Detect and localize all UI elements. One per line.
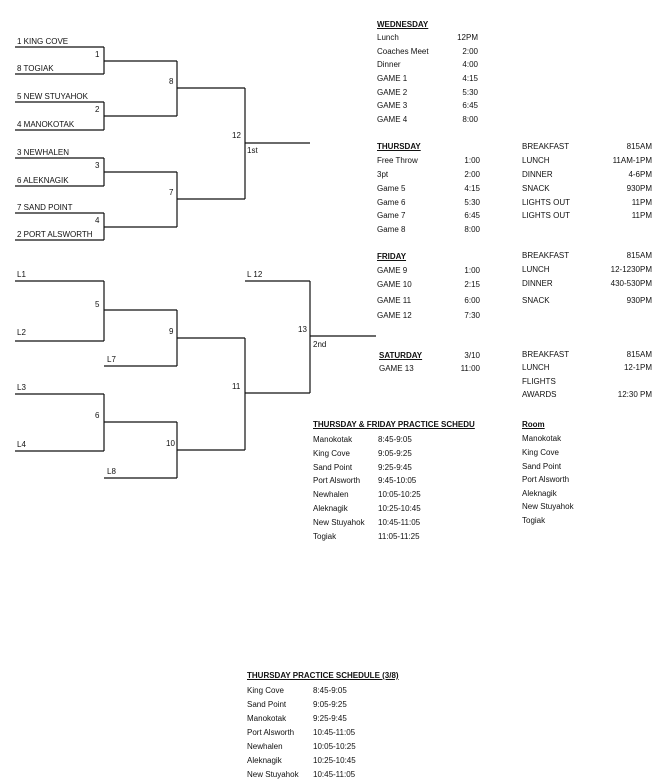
schedule-time: 6:45 [464, 211, 480, 220]
loser-slot: L2 [17, 328, 26, 337]
schedule-time: 1:00 [464, 266, 480, 275]
practice-team: Newhalen [247, 742, 283, 751]
schedule-event: GAME 3 [377, 101, 408, 110]
game-number: 5 [95, 300, 100, 309]
practice-team: Manokotak [313, 435, 353, 444]
game-number: 7 [169, 188, 174, 197]
room-item: Aleknagik [522, 489, 557, 498]
meal-event: FLIGHTS [522, 377, 556, 386]
game-number: 13 [298, 325, 307, 334]
saturday-date: 3/10 [464, 351, 480, 360]
game-number: 8 [169, 77, 174, 86]
meal-event: BREAKFAST [522, 350, 570, 359]
practice-time: 9:45-10:05 [378, 476, 417, 485]
room-item: Togiak [522, 516, 546, 525]
game-number: 2 [95, 105, 100, 114]
practice-team: New Stuyahok [247, 770, 299, 779]
schedule-event: Game 5 [377, 184, 406, 193]
team-name: 4 MANOKOTAK [17, 120, 75, 129]
room-item: Manokotak [522, 434, 562, 443]
practice-team: Port Alsworth [247, 728, 295, 737]
game-number: 1 [95, 50, 100, 59]
schedule-time: 4:15 [464, 184, 480, 193]
schedule-event: GAME 4 [377, 115, 408, 124]
room-item: New Stuyahok [522, 502, 574, 511]
meal-event: LUNCH [522, 156, 550, 165]
schedule-time: 2:00 [462, 47, 478, 56]
meal-time: 930PM [626, 184, 652, 193]
schedule-event: GAME 9 [377, 266, 408, 275]
team-name: 2 PORT ALSWORTH [17, 230, 93, 239]
practice-time: 10:45-11:05 [313, 770, 356, 779]
schedule-time: 5:30 [464, 198, 480, 207]
team-name: 6 ALEKNAGIK [17, 176, 69, 185]
practice-team: New Stuyahok [313, 518, 365, 527]
practice-team: Aleknagik [247, 756, 282, 765]
practice-time: 8:45-9:05 [313, 686, 347, 695]
meal-time: 815AM [626, 251, 652, 260]
practice-time: 10:05-10:25 [378, 490, 421, 499]
loser-slot: L 12 [247, 270, 263, 279]
loser-slot: L7 [107, 355, 116, 364]
first-place-label: 1st [247, 146, 258, 155]
loser-slot: L8 [107, 467, 116, 476]
second-place-label: 2nd [313, 340, 327, 349]
schedule-event: Lunch [377, 33, 399, 42]
schedule-event: Free Throw [377, 156, 418, 165]
meal-event: SNACK [522, 184, 550, 193]
practice-team: Sand Point [247, 700, 287, 709]
meal-time: 12-1PM [623, 363, 652, 372]
schedule-time: 2:00 [464, 170, 480, 179]
room-item: Port Alsworth [522, 475, 570, 484]
schedule-time: 4:15 [462, 74, 478, 83]
practice-team: Aleknagik [313, 504, 348, 513]
schedule-event: Game 8 [377, 225, 406, 234]
schedule-event: GAME 2 [377, 88, 408, 97]
loser-slot: L4 [17, 440, 26, 449]
game-number: 6 [95, 411, 100, 420]
loser-slot: L1 [17, 270, 26, 279]
meal-event: BREAKFAST [522, 142, 570, 151]
team-name: 5 NEW STUYAHOK [17, 92, 88, 101]
practice-time: 9:05-9:25 [313, 700, 347, 709]
practice-team: Newhalen [313, 490, 349, 499]
meal-event: LUNCH [522, 265, 550, 274]
meal-event: LIGHTS OUT [522, 211, 571, 220]
practice-team: King Cove [247, 686, 284, 695]
room-heading: Room [522, 420, 545, 429]
game-number: 4 [95, 216, 100, 225]
game-number: 9 [169, 327, 174, 336]
meal-time: 815AM [626, 142, 652, 151]
schedule-time: 8:00 [462, 115, 478, 124]
meal-time: 930PM [626, 296, 652, 305]
practice-time: 9:05-9:25 [378, 449, 412, 458]
thursday-practice-heading: THURSDAY PRACTICE SCHEDULE (3/8) [247, 671, 399, 680]
meal-time: 11PM [631, 198, 652, 207]
practice-team: King Cove [313, 449, 350, 458]
game-number: 10 [166, 439, 175, 448]
meal-event: AWARDS [522, 390, 557, 399]
meal-time: 12-1230PM [610, 265, 652, 274]
schedule-time: 8:00 [464, 225, 480, 234]
schedule-time: 1:00 [464, 156, 480, 165]
practice-schedule-heading: THURSDAY & FRIDAY PRACTICE SCHEDU [313, 420, 475, 429]
schedule-event: Game 6 [377, 198, 406, 207]
meal-time: 12:30 PM [617, 390, 652, 399]
meal-time: 815AM [626, 350, 652, 359]
schedule-time: 4:00 [462, 60, 478, 69]
schedule-event: GAME 11 [377, 296, 412, 305]
meal-event: DINNER [522, 279, 553, 288]
friday-heading: FRIDAY [377, 252, 407, 261]
schedule-time: 6:45 [462, 101, 478, 110]
meal-event: SNACK [522, 296, 550, 305]
room-item: Sand Point [522, 462, 562, 471]
game-number: 11 [232, 382, 241, 391]
schedule-event: Coaches Meet [377, 47, 429, 56]
schedule-time: 6:00 [464, 296, 480, 305]
room-item: King Cove [522, 448, 559, 457]
schedule-event: GAME 12 [377, 311, 412, 320]
meal-event: LUNCH [522, 363, 550, 372]
schedule-event: 3pt [377, 170, 389, 179]
schedule-time: 11:00 [460, 364, 480, 373]
practice-time: 10:05-10:25 [313, 742, 356, 751]
practice-team: Togiak [313, 532, 337, 541]
practice-time: 10:45-11:05 [313, 728, 356, 737]
team-name: 1 KING COVE [17, 37, 69, 46]
schedule-event: GAME 13 [379, 364, 414, 373]
practice-time: 10:25-10:45 [378, 504, 421, 513]
game-number: 3 [95, 161, 100, 170]
thursday-heading: THURSDAY [377, 142, 421, 151]
wednesday-heading: WEDNESDAY [377, 20, 429, 29]
schedule-event: Dinner [377, 60, 401, 69]
practice-team: Port Alsworth [313, 476, 361, 485]
practice-time: 10:25-10:45 [313, 756, 356, 765]
practice-team: Manokotak [247, 714, 287, 723]
meal-event: LIGHTS OUT [522, 198, 571, 207]
meal-event: BREAKFAST [522, 251, 570, 260]
practice-time: 9:25-9:45 [313, 714, 347, 723]
meal-time: 430-530PM [610, 279, 652, 288]
schedule-time: 5:30 [462, 88, 478, 97]
team-name: 7 SAND POINT [17, 203, 73, 212]
practice-time: 10:45-11:05 [378, 518, 421, 527]
team-name: 8 TOGIAK [17, 64, 54, 73]
schedule-time: 7:30 [464, 311, 480, 320]
saturday-heading: SATURDAY [379, 351, 423, 360]
meal-time: 11PM [631, 211, 652, 220]
game-number: 12 [232, 131, 241, 140]
team-name: 3 NEWHALEN [17, 148, 70, 157]
schedule-event: GAME 10 [377, 280, 412, 289]
schedule-event: GAME 1 [377, 74, 408, 83]
loser-slot: L3 [17, 383, 26, 392]
schedule-event: Game 7 [377, 211, 406, 220]
practice-time: 9:25-9:45 [378, 463, 412, 472]
schedule-time: 12PM [457, 33, 478, 42]
practice-time: 8:45-9:05 [378, 435, 412, 444]
meal-event: DINNER [522, 170, 553, 179]
practice-team: Sand Point [313, 463, 353, 472]
meal-time: 11AM-1PM [612, 156, 652, 165]
meal-time: 4-6PM [628, 170, 652, 179]
practice-time: 11:05-11:25 [378, 532, 420, 541]
schedule-time: 2:15 [464, 280, 480, 289]
